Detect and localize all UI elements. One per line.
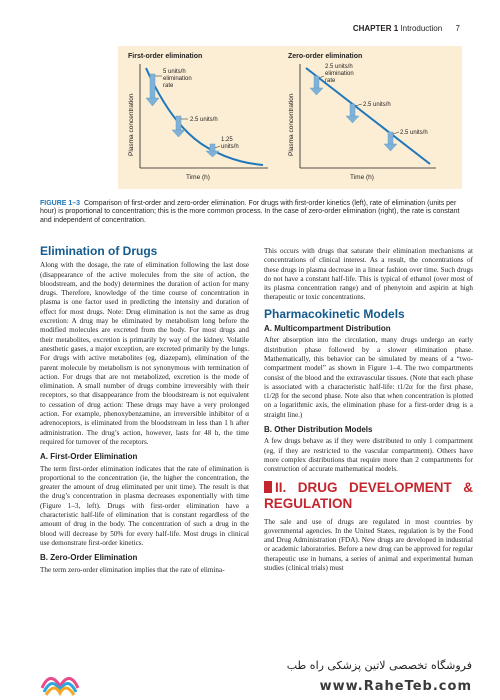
right-arrow-3-head — [384, 144, 397, 151]
right-y-label: Plasma concentration — [288, 93, 295, 156]
right-arrow-2 — [350, 104, 355, 116]
figure-caption-text: Comparison of first-order and zero-order elimination. For drugs with first-order kinetics (left), rate of elimination (units per hour) is proportional to concentration; this is the more common process. In the case of zero-order elimination (right), the rate is constant and independent of concentration. — [40, 200, 460, 224]
left-arrow-1-head — [146, 98, 159, 106]
watermark-banner — [0, 655, 500, 700]
left-x-label: Time (h) — [186, 174, 210, 181]
left-label-1: 5 units/h elimination rate — [163, 69, 192, 89]
book-logo-icon — [40, 660, 80, 696]
left-arrow-3-head — [206, 151, 219, 157]
chapter-number: CHAPTER 1 — [352, 24, 399, 33]
subheading-multicompartment: A. Multicompartment Distribution — [264, 324, 391, 334]
chapter-title: Introduction — [400, 24, 443, 33]
section-heading-drug-development: II. DRUG DEVELOPMENT & REGULATION — [264, 479, 473, 511]
running-header — [353, 24, 460, 33]
right-label-3: 2.5 units/h — [400, 130, 428, 136]
paragraph-regulation: The sale and use of drugs are regulated in most countries by governmental agencies. In the United States, regulation is by the Food and Drug Administration (FDA). New drugs are developed in industrial or academic laboratories. Before a new drug can be approved for regular therapeutic use in humans, a series of animal and experimental human studies (clinical trials) must — [264, 517, 473, 573]
left-arrow-2 — [176, 116, 181, 130]
section-bar-icon — [264, 481, 272, 493]
left-label-2: 2.5 units/h — [190, 117, 218, 123]
paragraph-other-models: A few drugs behave as if they were distributed to only 1 compartment (eg, if they are restricted to the vascular compartment). Others have more complex distributions that require more than 2 compartments for construction of accurate mathematical models. — [264, 437, 473, 474]
figure-diagram — [118, 46, 462, 189]
paragraph-first-order: The term first-order elimination indicates that the rate of elimination is proportional to the concentration (ie, the higher the concentration, the greater the amount of drug eliminated per unit time). The result is that the drug’s concentration in plasma decreases exponentially with time (Figure 1–3, left). Drugs with first-order elimination have a characteristic half-life of elimination that is constant regardless of the amount of drug in the body. The concentration of such a drug in the blood will decrease by 50% for every half-life. Most drugs in clinical use demonstrate first-order kinetics. — [40, 464, 249, 547]
right-arrow-1-head — [310, 88, 323, 95]
subheading-other-models: B. Other Distribution Models — [264, 425, 373, 435]
right-panel-title: Zero-order elimination — [288, 53, 363, 60]
paragraph-zero-order: The term zero-order elimination implies that the rate of elimina- — [40, 565, 225, 574]
subheading-first-order: A. First-Order Elimination — [40, 452, 138, 462]
right-arrow-2-head — [346, 116, 359, 123]
watermark-store-name: فروشگاه تخصصی لاتین پزشکی راه طب — [286, 659, 472, 672]
subheading-zero-order: B. Zero-Order Elimination — [40, 553, 138, 563]
paragraph-elimination: Along with the dosage, the rate of elimination following the last dose (disappearance of the active molecules from the site of action, the bloodstream, and the body) determines the duration of action for many drugs. Therefore, knowledge of the time course of concentration in plasma is one factor used in predicting the intensity and duration of effect for most drugs. Note: Drug elimination is not the same as drug excretion: A drug may be eliminated by metabolism long before the modified molecules are excreted from the body. For most drugs and their metabolites, excretion is primarily by way of the kidney. Volatile anesthetic gases, a major exception, are excreted primarily by the lungs. For drugs with active metabolites (eg, diazepam), elimination of the parent molecule by metabolism is not synonymous with termination of action. For drugs that are not metabolized, excretion is the mode of elimination. A small number of drugs combine irreversibly with their receptors, so that disappearance from the bloodstream is not equivalent to cessation of drug action: These drugs may have a very prolonged action. For example, phenoxybenzamine, an irreversible inhibitor of α adrenoceptors, is eliminated from the bloodstream in less than 1 h after administration. The drug’s action, however, lasts for 48 h, the time required for turnover of the receptors. — [40, 261, 249, 446]
right-x-label: Time (h) — [350, 174, 374, 181]
paragraph-multicompartment: After absorption into the circulation, many drugs undergo an early distribution phase followed by a slower elimination phase. Mathematically, this behavior can be simulated by means of a “two-compartment model” as shown in Figure 1–4. The two compartments consist of the blood and the extravascular tissues. (Note that each phase is associated with a characteristic half-life: t1/2α for the first phase, t1/2β for the second phase. Note also that when concentration is plotted on a logarithmic axis, the elimination phase for a first-order drug is a straight line.) — [264, 336, 473, 419]
left-panel-title: First-order elimination — [128, 53, 203, 60]
right-column — [264, 247, 473, 573]
left-y-label: Plasma concentration — [128, 93, 135, 156]
right-label-2: 2.5 units/h — [363, 102, 391, 108]
left-label-3: 1.25 units/h — [221, 137, 239, 150]
right-arrow-3 — [388, 132, 393, 144]
right-arrow-1 — [314, 76, 319, 88]
left-column — [40, 244, 249, 575]
paragraph-saturation: This occurs with drugs that saturate their elimination mechanisms at concentrations of clinical interest. As a result, the concentrations of these drugs in plasma decrease in a linear fashion over time. Such drugs do not have a constant half-life. This is typical of ethanol (over most of its plasma concentration range) and of phenytoin and aspirin at high therapeutic or toxic concentrations. — [264, 247, 473, 302]
section-heading-pk-models: Pharmacokinetic Models — [264, 306, 405, 321]
watermark-url: www.RaheTeb.com — [319, 679, 472, 694]
figure-label: FIGURE 1–3 — [40, 200, 81, 207]
figure-1-3 — [118, 46, 462, 189]
figure-caption — [40, 200, 470, 225]
page-number: 7 — [455, 24, 460, 33]
right-label-1: 2.5 units/h elimination rate — [325, 64, 354, 84]
section-heading-elimination: Elimination of Drugs — [40, 244, 158, 258]
left-arrow-1 — [150, 74, 155, 98]
left-arrow-2-head — [172, 130, 185, 137]
left-arrow-3 — [210, 144, 215, 151]
